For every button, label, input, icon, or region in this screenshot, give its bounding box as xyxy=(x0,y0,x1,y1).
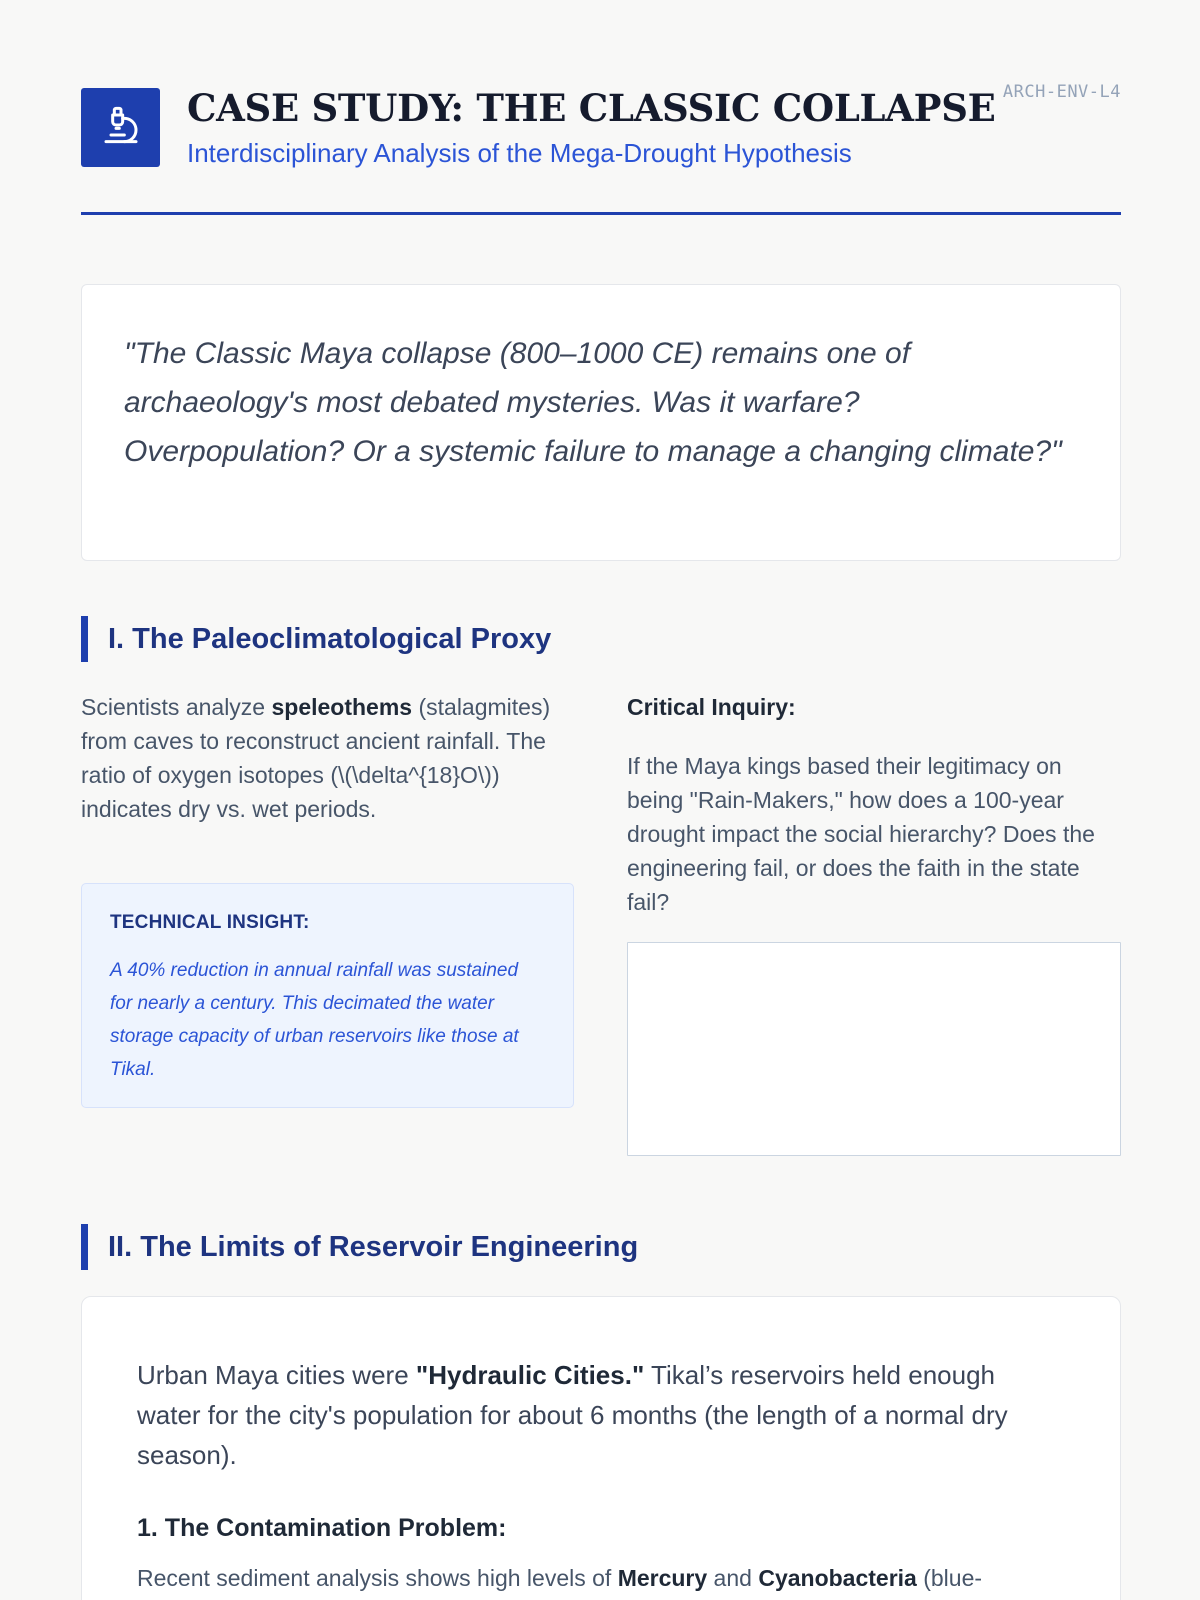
contamination-subheading: 1. The Contamination Problem: xyxy=(137,1514,507,1542)
hydraulic-intro-post: Tikal’s reservoirs held enough water for the city's population for about 6 months (the length of a normal dry season). xyxy=(137,1360,1008,1470)
contamination-text xyxy=(137,1561,1065,1595)
microscope-icon xyxy=(101,105,141,150)
hydraulic-cities-text xyxy=(137,1355,1065,1475)
insight-title: TECHNICAL INSIGHT: xyxy=(110,912,310,933)
inquiry-answer-field[interactable] xyxy=(627,942,1121,1156)
contamination-pre: Recent sediment analysis shows high levels of xyxy=(137,1565,618,1591)
contamination-cyanobacteria: Cyanobacteria xyxy=(758,1565,917,1591)
logo-badge xyxy=(81,88,160,167)
section1-left-column xyxy=(81,690,574,1080)
contamination-mercury: Mercury xyxy=(617,1565,708,1591)
technical-insight-box xyxy=(81,883,574,1108)
document-header xyxy=(81,82,1121,216)
critical-inquiry-text: If the Maya kings based their legitimacy on being "Rain-Makers," how does a 100-year drought impact the social hierarchy? Does the engineering fail, or does the faith in the state fail? xyxy=(627,753,1095,915)
quote-text: "The Classic Maya collapse (800–1000 CE) remains one of archaeology's most debated mysteries. Was it warfare? Overpopulation? Or a systemic failure to manage a changing climate?" xyxy=(124,337,1062,468)
contamination-post: (blue- xyxy=(916,1565,983,1591)
hydraulic-intro-bold: "Hydraulic Cities." xyxy=(415,1360,645,1390)
hydraulic-intro-pre: Urban Maya cities were xyxy=(137,1360,416,1390)
proxy-intro-bold: speleothems xyxy=(271,694,413,720)
proxy-intro-text xyxy=(81,690,574,826)
quote-card xyxy=(81,284,1121,561)
proxy-intro-pre: Scientists analyze xyxy=(81,694,272,720)
critical-inquiry-title: Critical Inquiry: xyxy=(627,694,796,720)
proxy-intro-post: (stalagmites) from caves to reconstruct ancient rainfall. The ratio of oxygen isotopes (\(\delta^{18}O\)) indicates dry vs. wet periods. xyxy=(81,694,551,822)
section-heading-reservoir: II. The Limits of Reservoir Engineering xyxy=(81,1224,1121,1270)
section-heading-paleoclimate: I. The Paleoclimatological Proxy xyxy=(81,616,1121,662)
contamination-mid: and xyxy=(707,1565,759,1591)
page-subtitle: Interdisciplinary Analysis of the Mega-Drought Hypothesis xyxy=(187,138,852,168)
page-title: CASE STUDY: THE CLASSIC COLLAPSE xyxy=(187,86,996,130)
reservoir-engineering-card xyxy=(81,1296,1121,1600)
header-divider xyxy=(81,212,1121,215)
insight-text: A 40% reduction in annual rainfall was sustained for nearly a century. This decimated the water storage capacity of urban reservoirs like those at Tikal. xyxy=(110,960,519,1080)
section1-right-column xyxy=(627,690,1121,919)
document-code: ARCH-ENV-L4 xyxy=(1002,82,1121,102)
